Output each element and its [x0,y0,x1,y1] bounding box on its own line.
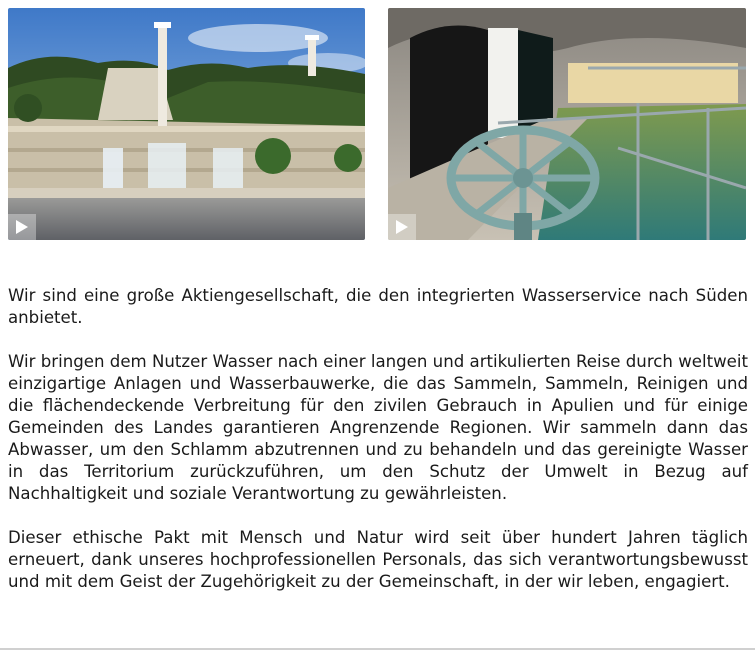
paragraph-intro: Wir sind eine große Aktiengesellschaft, die den integrierten Wasserservice nach Süden anbietet. [8,286,748,327]
play-icon[interactable] [388,214,416,240]
paragraph-ethics: Dieser ethische Pakt mit Mensch und Natur wird seit über hundert Jahren täglich erneuert, dank unseres hochprofessionellen Personals, das sich verantwortungsbewusst und mit dem Geist der Zugehörigkeit zu der Gemeinschaft, in der wir leben, engagiert. [8,528,748,591]
play-icon[interactable] [8,214,36,240]
water-reservoir-image [388,8,746,240]
photo-fountain-monument[interactable] [8,8,365,240]
image-gallery [0,0,755,240]
company-description [8,285,748,615]
fountain-monument-image [8,8,365,240]
photo-water-reservoir[interactable] [388,8,746,240]
paragraph-mission: Wir bringen dem Nutzer Wasser nach einer langen und artikulierten Reise durch weltweit einzigartige Anlagen und Wasserbauwerke, die das Sammeln, Sammeln, Reinigen und die flächendeckende Verbreitung für den zivilen Gebrauch in Apulien und für einige Gemeinden des Landes garantieren Angrenzende Regionen. Wir sammeln dann das Abwasser, um den Schlamm abzutrennen und zu behandeln und das gereinigte Wasser in das Territorium zurückzuführen, um den Schutz der Umwelt in Bezug auf Nachhaltigkeit und soziale Verantwortung zu gewährleisten. [8,352,748,503]
